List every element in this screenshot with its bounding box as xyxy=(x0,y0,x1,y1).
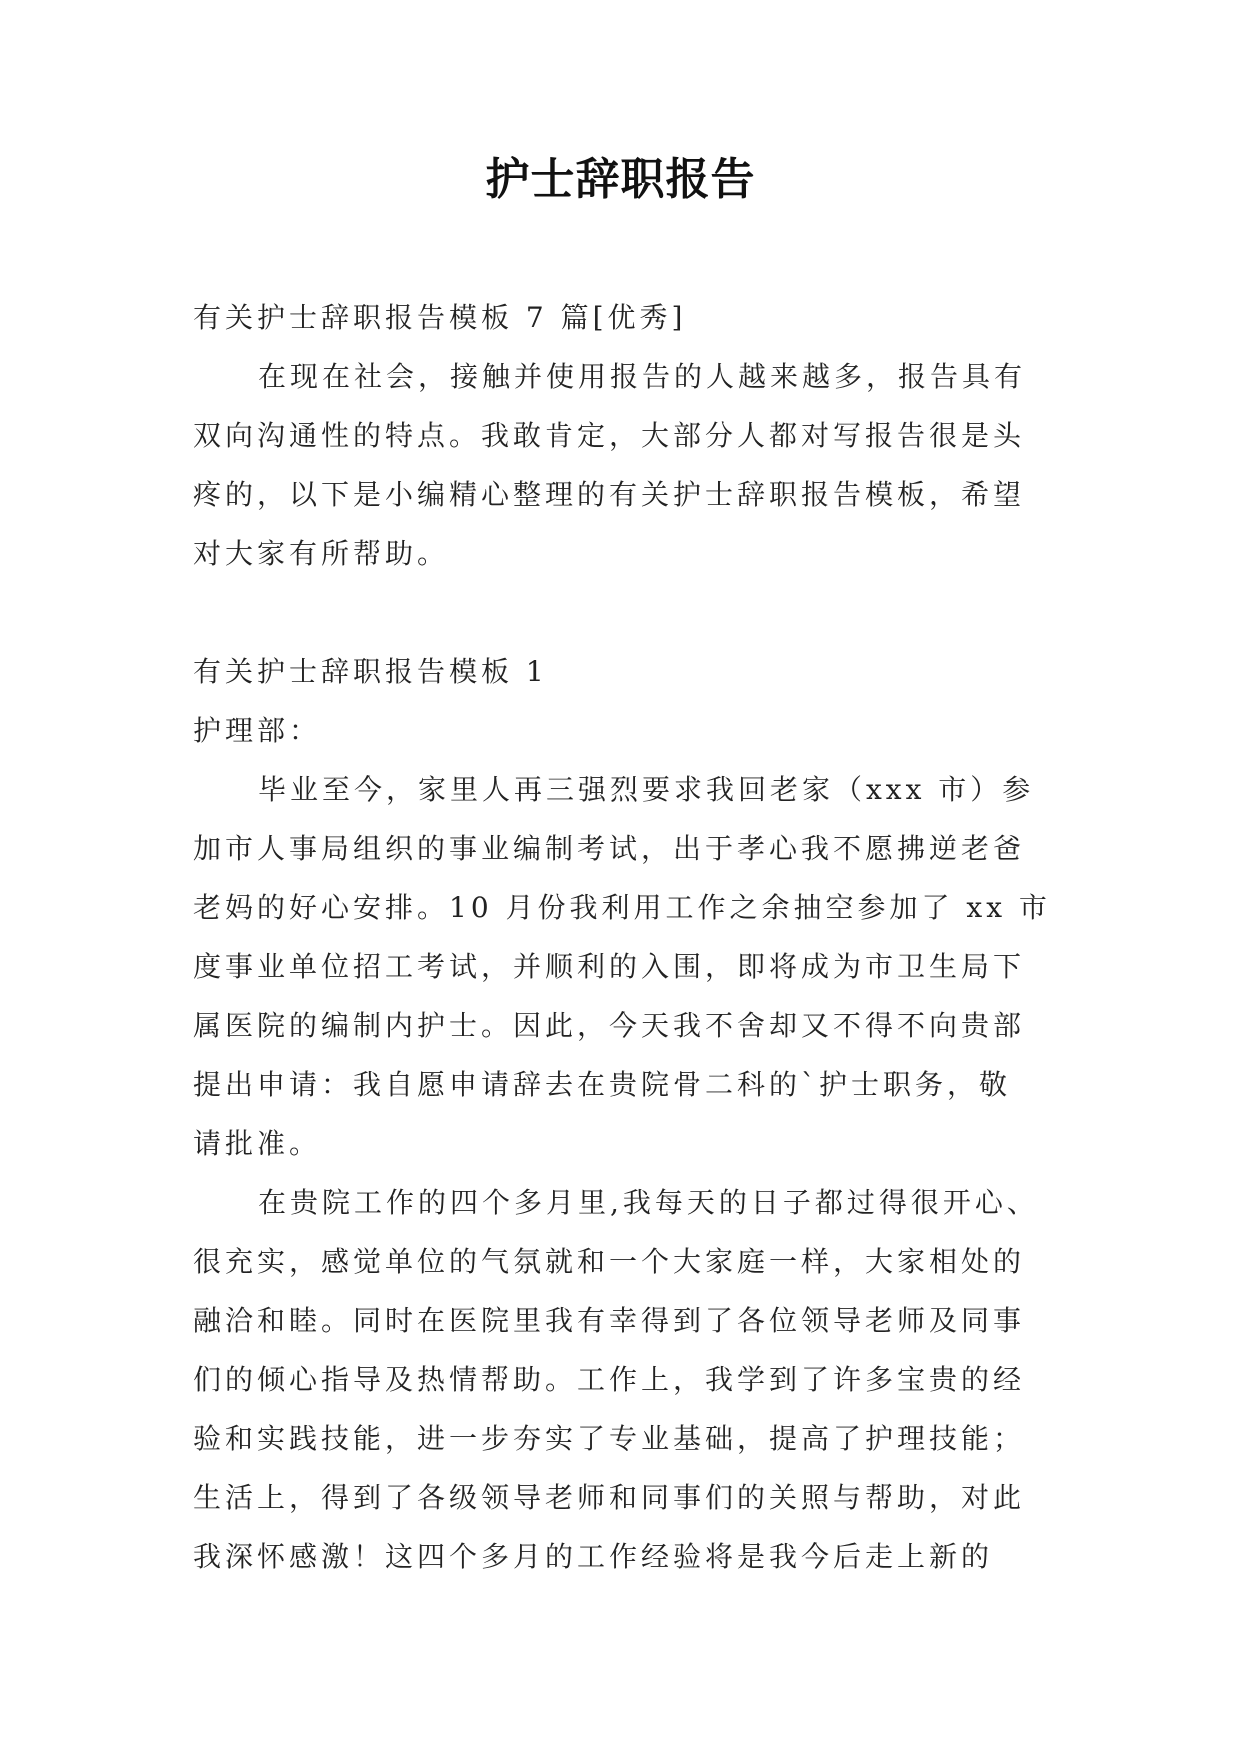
body-line: 提出申请：我自愿申请辞去在贵院骨二科的`护士职务，敬 xyxy=(193,1068,1012,1101)
body-line: 毕业至今，家里人再三强烈要求我回老家（xxx 市）参 xyxy=(258,773,1035,806)
body-line: 们的倾心指导及热情帮助。工作上，我学到了许多宝贵的经 xyxy=(193,1363,1026,1396)
section-heading: 有关护士辞职报告模板 1 xyxy=(193,655,548,688)
body-line: 生活上，得到了各级领导老师和同事们的关照与帮助，对此 xyxy=(193,1481,1026,1514)
body-line: 请批准。 xyxy=(193,1127,322,1160)
body-line: 对大家有所帮助。 xyxy=(193,537,450,570)
body-line: 双向沟通性的特点。我敢肯定，大部分人都对写报告很是头 xyxy=(193,419,1026,452)
body-line: 在现在社会，接触并使用报告的人越来越多，报告具有 xyxy=(258,360,1027,393)
document-body xyxy=(193,288,1055,1586)
body-line: 验和实践技能，进一步夯实了专业基础，提高了护理技能； xyxy=(193,1422,1026,1455)
document-title: 护士辞职报告 xyxy=(485,154,756,205)
body-line: 属医院的编制内护士。因此，今天我不舍却又不得不向贵部 xyxy=(193,1009,1026,1042)
body-line: 在贵院工作的四个多月里,我每天的日子都过得很开心、 xyxy=(258,1186,1039,1219)
paragraph-gap xyxy=(193,583,1055,642)
subtitle-line: 有关护士辞职报告模板 7 篇[优秀] xyxy=(193,301,687,334)
body-line: 疼的，以下是小编精心整理的有关护士辞职报告模板，希望 xyxy=(193,478,1026,511)
body-line: 老妈的好心安排。10 月份我利用工作之余抽空参加了 xx 市 xyxy=(193,891,1051,924)
salutation-line: 护理部： xyxy=(193,714,322,747)
body-line: 我深怀感激！这四个多月的工作经验将是我今后走上新的 xyxy=(193,1540,994,1573)
body-line: 度事业单位招工考试，并顺利的入围，即将成为市卫生局下 xyxy=(193,950,1026,983)
body-line: 很充实，感觉单位的气氛就和一个大家庭一样，大家相处的 xyxy=(193,1245,1026,1278)
body-line: 融洽和睦。同时在医院里我有幸得到了各位领导老师及同事 xyxy=(193,1304,1026,1337)
body-line: 加市人事局组织的事业编制考试，出于孝心我不愿拂逆老爸 xyxy=(193,832,1026,865)
